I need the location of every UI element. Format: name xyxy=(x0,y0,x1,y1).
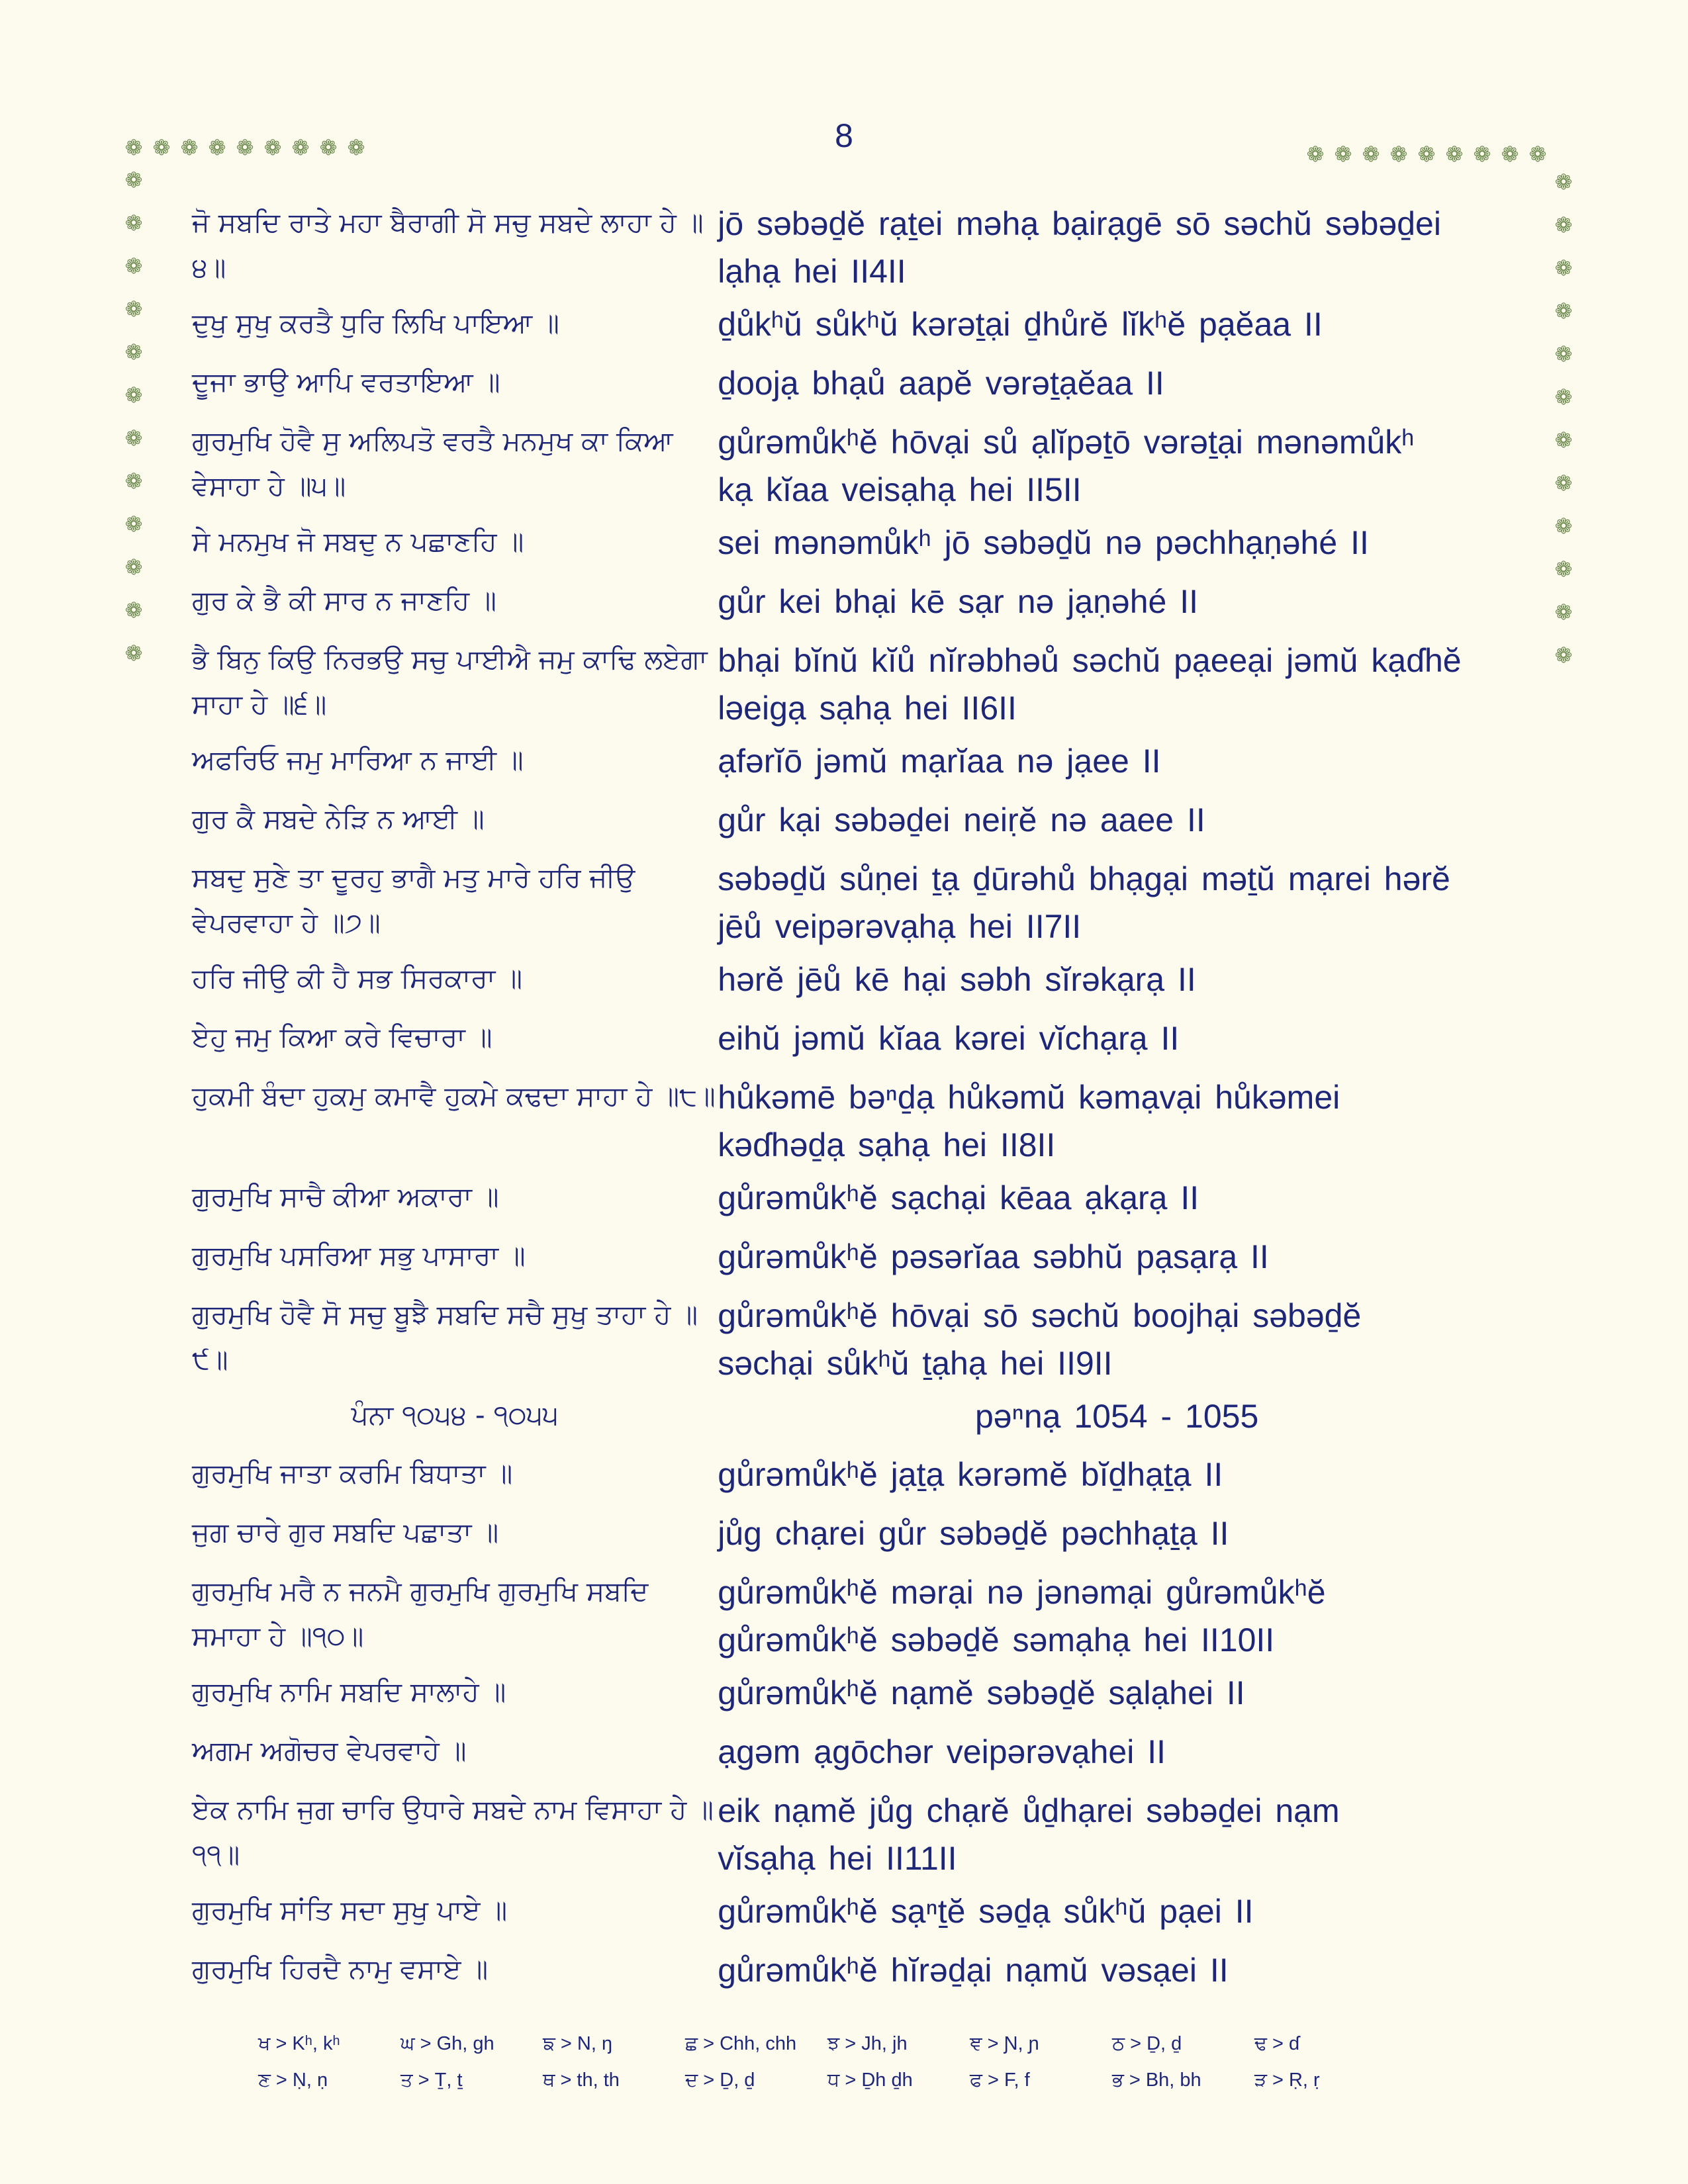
flower-icon: ❁ xyxy=(1554,600,1573,625)
flower-icon: ❁ xyxy=(124,512,143,537)
flower-icon: ❁ xyxy=(1554,557,1573,582)
flower-icon: ❁ xyxy=(124,167,143,193)
gurmukhi-text: ਗੁਰਮੁਖਿ ਮਰੈ ਨ ਜਨਮੈ ਗੁਰਮੁਖਿ ਗੁਰਮੁਖਿ ਸਬਦਿ ਸਮਾਹਾ ਹੇ ॥੧੦॥ xyxy=(192,1575,649,1652)
gurmukhi-text: ਗੁਰਮੁਖਿ ਨਾਮਿ ਸਬਦਿ ਸਾਲਾਹੇ ॥ xyxy=(192,1676,506,1707)
gurmukhi-text: ਗੁਰ ਕੇ ਭੈ ਕੀ ਸਾਰ ਨ ਜਾਣਹਿ ॥ xyxy=(192,584,496,616)
transliteration-text: gůrəmůkʰĕ jạṯạ kərəmĕ bĭḏhạṯạ II xyxy=(718,1456,1223,1493)
transliteration-text: ḏoojạ bhạů aapĕ vərəṯạĕaa II xyxy=(718,365,1164,402)
transliteration-text: sei mənəmůkʰ jō səbəḏŭ nə pəchhạṇəhé II xyxy=(718,524,1369,561)
gurmukhi-text: ਗੁਰਮੁਖਿ ਹੋਵੈ ਸੁ ਅਲਿਪਤੋ ਵਰਤੈ ਮਨਮੁਖ ਕਾ ਕਿਆ ਵੇਸਾਹਾ ਹੇ ॥੫॥ xyxy=(192,425,673,502)
verse-line xyxy=(192,1451,1516,1510)
verse-line xyxy=(192,1787,1516,1888)
verse-line xyxy=(192,1015,1516,1073)
flower-icon: ❁ xyxy=(1554,255,1573,281)
gurmukhi-text: ਗੁਰਮੁਖਿ ਹੋਵੈ ਸੋ ਸਚੁ ਬੂਝੈ ਸਬਦਿ ਸਚੈ ਸੁਖੁ ਤਾਹਾ ਹੇ ॥੯॥ xyxy=(192,1298,698,1375)
gurmukhi-text: ਏਕ ਨਾਮਿ ਜੁਗ ਚਾਰਿ ਉਧਾਰੇ ਸਬਦੇ ਨਾਮ ਵਿਸਾਹਾ ਹੇ ॥੧੧॥ xyxy=(192,1794,714,1870)
transliteration-text: gůrəmůkʰĕ hĭrəḏại nạmŭ vəsạei II xyxy=(718,1952,1229,1989)
flower-icon: ❁ xyxy=(319,135,338,160)
flower-icon: ❁ xyxy=(1501,142,1519,167)
transliteration-text: ạfərĭō jəmŭ mạrĭaa nə jạee II xyxy=(718,743,1161,780)
key-item: ਖ > Kʰ, kʰ xyxy=(258,2033,340,2054)
verse-line xyxy=(192,1946,1516,2005)
verse-line xyxy=(192,855,1516,956)
flower-icon: ❁ xyxy=(1554,298,1573,324)
flower-icon: ❁ xyxy=(236,135,254,160)
transliteration-text: gůr kei bhại kē sạr nə jạṇəhé II xyxy=(718,583,1199,620)
verse-line xyxy=(192,737,1516,796)
flower-icon: ❁ xyxy=(124,383,143,408)
flower-icon: ❁ xyxy=(1306,142,1325,167)
verse-line xyxy=(192,578,1516,637)
flower-icon: ❁ xyxy=(124,555,143,580)
gurmukhi-text: ਦੂਜਾ ਭਾਉ ਆਪਿ ਵਰਤਾਇਆ ॥ xyxy=(192,366,500,398)
flower-icon: ❁ xyxy=(1417,142,1436,167)
verse-line xyxy=(192,200,1516,300)
verse-line xyxy=(192,359,1516,418)
flower-icon: ❁ xyxy=(180,135,199,160)
key-item: ਥ > th, th xyxy=(543,2070,620,2091)
flower-icon: ❁ xyxy=(152,135,171,160)
verse-line xyxy=(192,300,1516,359)
gurmukhi-text: ਅਫਰਿਓ ਜਮੁ ਮਾਰਿਆ ਨ ਜਾਈ ॥ xyxy=(192,744,524,776)
verse-line xyxy=(192,1174,1516,1233)
transliteration-text: jůg chạrei gůr səbəḏĕ pəchhạṯạ II xyxy=(718,1515,1229,1552)
flower-icon: ❁ xyxy=(208,135,226,160)
key-item: ਛ > Chh, chh xyxy=(685,2033,797,2054)
transliteration-text: bhại bĭnŭ kĭů nĭrəbhəů səchŭ pạeeại jəmŭ kạɗhĕ ləeigạ sạhạ hei II6II xyxy=(718,642,1462,727)
gurmukhi-text: ਜੁਗ ਚਾਰੇ ਗੁਰ ਸਬਦਿ ਪਛਾਤਾ ॥ xyxy=(192,1516,499,1548)
transliteration-text: eihŭ jəmŭ kĭaa kərei vĭchạrạ II xyxy=(718,1020,1180,1057)
flower-icon: ❁ xyxy=(1445,142,1464,167)
key-row xyxy=(258,2033,1397,2070)
key-item: ਫ > F, f xyxy=(970,2070,1030,2091)
verse-line xyxy=(192,1292,1516,1392)
gurmukhi-text: ਗੁਰਮੁਖਿ ਪਸਰਿਆ ਸਭੁ ਪਾਸਾਰਾ ॥ xyxy=(192,1240,526,1271)
verse-line xyxy=(192,418,1516,519)
gurmukhi-text: ਗੁਰਮੁਖਿ ਜਾਤਾ ਕਰਮਿ ਬਿਧਾਤਾ ॥ xyxy=(192,1457,513,1489)
gurmukhi-text: ਗੁਰਮੁਖਿ ਹਿਰਦੈ ਨਾਮੁ ਵਸਾਏ ॥ xyxy=(192,1953,489,1985)
transliteration-text: hərĕ jēů kē hại səbh sĭrəkạrạ II xyxy=(718,961,1196,998)
flower-icon: ❁ xyxy=(1334,142,1352,167)
flower-icon: ❁ xyxy=(124,296,143,322)
verse-line xyxy=(192,637,1516,737)
flower-icon: ❁ xyxy=(347,135,365,160)
gurmukhi-text: ਦੁਖੁ ਸੁਖੁ ਕਰਤੈ ਧੁਰਿ ਲਿਖਿ ਪਾਇਆ ॥ xyxy=(192,307,559,339)
key-item: ਧ > Ḏh ḏh xyxy=(827,2070,913,2091)
flower-icon: ❁ xyxy=(1528,142,1547,167)
key-item: ਘ > Gh, gh xyxy=(400,2033,494,2054)
flower-icon: ❁ xyxy=(124,210,143,236)
gurmukhi-text: ਹੁਕਮੀ ਬੰਦਾ ਹੁਕਮੁ ਕਮਾਵੈ ਹੁਕਮੇ ਕਢਦਾ ਸਾਹਾ ਹੇ ॥੮॥ xyxy=(192,1080,716,1112)
verse-line xyxy=(192,1669,1516,1728)
flower-icon: ❁ xyxy=(1554,385,1573,410)
transliteration-text: hůkəmē bəⁿḏạ hůkəmŭ kəmạvại hůkəmei kəɗhəḏạ sạhạ hei II8II xyxy=(718,1079,1340,1163)
flower-icon: ❁ xyxy=(124,426,143,451)
flower-icon: ❁ xyxy=(263,135,282,160)
verse-line xyxy=(192,796,1516,855)
flower-icon: ❁ xyxy=(1473,142,1491,167)
gurmukhi-text: ਅਗਮ ਅਗੋਚਰ ਵੇਪਰਵਾਹੇ ॥ xyxy=(192,1735,467,1766)
gurmukhi-text: ਗੁਰਮੁਖਿ ਸਾਚੈ ਕੀਆ ਅਕਾਰਾ ॥ xyxy=(192,1181,499,1212)
key-item: ਢ > ɗ xyxy=(1254,2033,1300,2054)
transliteration-text: gůrəmůkʰĕ mərại nə jənəmại gůrəmůkʰĕ gůrəmůkʰĕ səbəḏĕ səmạhạ hei II10II xyxy=(718,1574,1326,1659)
gurmukhi-text: ਜੋ ਸਬਦਿ ਰਾਤੇ ਮਹਾ ਬੈਰਾਗੀ ਸੋ ਸਚੁ ਸਬਦੇ ਲਾਹਾ ਹੇ ॥੪॥ xyxy=(192,206,704,283)
gurmukhi-text: ਭੈ ਬਿਨੁ ਕਿਉ ਨਿਰਭਉ ਸਚੁ ਪਾਈਐ ਜਮੁ ਕਾਢਿ ਲਏਗਾ ਸਾਹਾ ਹੇ ॥੬॥ xyxy=(192,643,708,720)
flower-icon: ❁ xyxy=(1362,142,1380,167)
transliteration-text: gůrəmůkʰĕ hōvại sů ạlĭpəṯō vərəṯại mənəmůkʰ kạ kĭaa veisạhạ hei II5II xyxy=(718,424,1415,508)
page-range-heading xyxy=(192,1392,1516,1451)
gurmukhi-text: ਸਬਦੁ ਸੁਣੇ ਤਾ ਦੂਰਹੁ ਭਾਗੈ ਮਤੁ ਮਾਰੇ ਹਰਿ ਜੀਉ ਵੇਪਰਵਾਹਾ ਹੇ ॥੭॥ xyxy=(192,862,635,938)
key-item: ਞ > Ɲ, ɲ xyxy=(970,2033,1039,2054)
key-item: ਦ > Ḏ, ḏ xyxy=(685,2070,755,2091)
verse-line xyxy=(192,1888,1516,1946)
key-item: ਠ > Ḏ, ḏ xyxy=(1112,2033,1182,2054)
flower-icon: ❁ xyxy=(124,253,143,279)
transliteration-text: gůrəmůkʰĕ hōvại sō səchŭ boojhại səbəḏĕ səchại sůkʰŭ ṯạhạ hei II9II xyxy=(718,1297,1362,1382)
transliteration-text: ạgəm ạgōchər veipərəvạhei II xyxy=(718,1733,1166,1770)
transliteration-key xyxy=(258,2033,1397,2106)
flower-icon: ❁ xyxy=(1554,341,1573,367)
key-item: ੜ > Ṛ, ṛ xyxy=(1254,2070,1320,2091)
verse-line xyxy=(192,1510,1516,1569)
transliteration-text: gůrəmůkʰĕ pəsərĭaa səbhŭ pạsạrạ II xyxy=(718,1238,1269,1275)
key-item: ਭ > Bh, bh xyxy=(1112,2070,1201,2091)
transliteration-text: pəⁿnạ 1054 - 1055 xyxy=(975,1398,1259,1435)
flower-icon: ❁ xyxy=(124,469,143,494)
key-row xyxy=(258,2070,1397,2106)
transliteration-text: ḏůkʰŭ sůkʰŭ kərəṯại ḏhůrĕ lĭkʰĕ pạĕaa II xyxy=(718,306,1323,343)
flower-icon: ❁ xyxy=(1554,514,1573,539)
transliteration-text: gůrəmůkʰĕ sạchại kēaa ạkạrạ II xyxy=(718,1179,1199,1216)
gurmukhi-text: ਏਹੁ ਜਮੁ ਕਿਆ ਕਰੇ ਵਿਚਾਰਾ ॥ xyxy=(192,1021,492,1053)
verse-line xyxy=(192,1728,1516,1787)
flower-icon: ❁ xyxy=(1554,169,1573,195)
flower-icon: ❁ xyxy=(1554,428,1573,453)
gurmukhi-text: ਹਰਿ ਜੀਉ ਕੀ ਹੈ ਸਭ ਸਿਰਕਾਰਾ ॥ xyxy=(192,962,523,994)
gurmukhi-text: ਗੁਰਮੁਖਿ ਸਾਂਤਿ ਸਦਾ ਸੁਖੁ ਪਾਏ ॥ xyxy=(192,1894,508,1926)
flower-icon: ❁ xyxy=(1554,643,1573,668)
verse-table xyxy=(192,200,1516,2005)
flower-icon: ❁ xyxy=(124,598,143,623)
flower-icon: ❁ xyxy=(1554,212,1573,238)
gurmukhi-text: ਗੁਰ ਕੈ ਸਬਦੇ ਨੇੜਿ ਨ ਆਈ ॥ xyxy=(192,803,485,835)
flower-icon: ❁ xyxy=(124,135,143,160)
key-item: ਝ > Jh, jh xyxy=(827,2033,908,2054)
transliteration-text: gůrəmůkʰĕ sạⁿṯĕ səḏạ sůkʰŭ pạei II xyxy=(718,1893,1254,1930)
key-item: ਙ > N, ŋ xyxy=(543,2033,613,2054)
flower-icon: ❁ xyxy=(124,340,143,365)
transliteration-text: səbəḏŭ sůṇei ṯạ ḏūrəhů bhạgại məṯŭ mạrei hərĕ jēů veipərəvạhạ hei II7II xyxy=(718,860,1450,945)
flower-icon: ❁ xyxy=(291,135,310,160)
transliteration-text: jō səbəḏĕ rạṯei məhạ bạirạgē sō səchŭ səbəḏei lạhạ hei II4II xyxy=(718,205,1441,290)
key-item: ਤ > Ṯ, ṯ xyxy=(400,2070,463,2091)
page-number: 8 xyxy=(835,117,853,154)
verse-line xyxy=(192,1233,1516,1292)
gurmukhi-text: ਸੇ ਮਨਮੁਖ ਜੋ ਸਬਦੁ ਨ ਪਛਾਣਹਿ ॥ xyxy=(192,525,524,557)
verse-line xyxy=(192,1569,1516,1669)
key-item: ਣ > Ṇ, ṇ xyxy=(258,2070,328,2091)
verse-line xyxy=(192,956,1516,1015)
flower-icon: ❁ xyxy=(124,641,143,666)
transliteration-text: gůr kại səbəḏei neiṛĕ nə aaee II xyxy=(718,801,1205,839)
transliteration-text: eik nạmĕ jůg chạrĕ ůḏhạrei səbəḏei nạm vĭsạhạ hei II11II xyxy=(718,1792,1340,1877)
transliteration-text: gůrəmůkʰĕ nạmĕ səbəḏĕ sạlạhei II xyxy=(718,1674,1245,1711)
verse-line xyxy=(192,519,1516,578)
verse-line xyxy=(192,1073,1516,1174)
flower-icon: ❁ xyxy=(1389,142,1408,167)
gurmukhi-text: ਪੰਨਾ ੧੦੫੪ - ੧੦੫੫ xyxy=(351,1399,559,1431)
flower-icon: ❁ xyxy=(1554,471,1573,496)
